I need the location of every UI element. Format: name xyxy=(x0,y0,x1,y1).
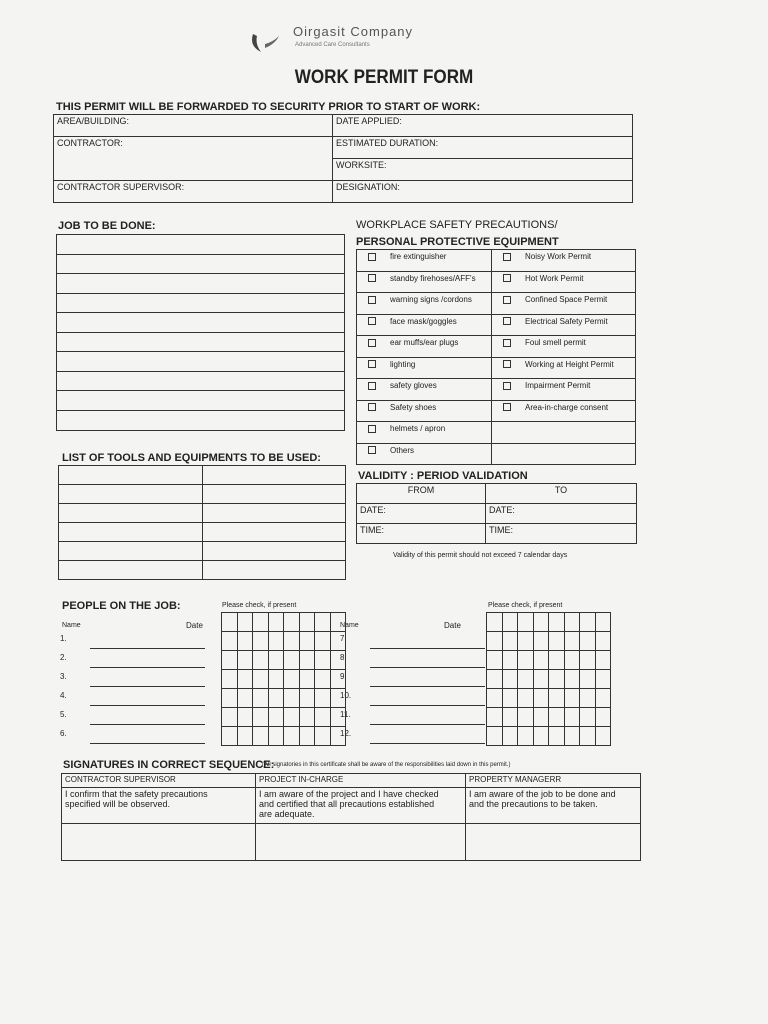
tools-cell[interactable] xyxy=(202,504,346,523)
attendance-cell[interactable] xyxy=(222,651,238,670)
attendance-cell[interactable] xyxy=(487,689,503,708)
person-number: 11. xyxy=(340,710,351,719)
ppe-label: Electrical Safety Permit xyxy=(525,316,608,326)
attendance-cell[interactable] xyxy=(549,651,565,670)
ppe-label: lighting xyxy=(390,359,416,369)
sig-title-project-in-charge: PROJECT IN-CHARGE xyxy=(256,774,466,788)
signatures-note: (All signatories in this certificate shall be aware of the responsibilities laid down in this permit.) xyxy=(262,762,511,768)
job-line[interactable] xyxy=(57,313,344,333)
attendance-cell[interactable] xyxy=(580,708,596,727)
ppe-label: ear muffs/ear plugs xyxy=(390,338,459,347)
sig-box-contractor-supervisor[interactable] xyxy=(62,824,256,861)
company-tagline: Advanced Care Consultants xyxy=(295,42,370,48)
person-name-line[interactable] xyxy=(90,667,205,668)
ppe-label: Others xyxy=(390,445,415,455)
attendance-cell[interactable] xyxy=(564,613,580,632)
attendance-cell[interactable] xyxy=(268,708,284,727)
page-title: WORK PERMIT FORM xyxy=(294,67,474,88)
ppe-checkbox[interactable] xyxy=(503,274,511,282)
attendance-cell[interactable] xyxy=(564,727,580,746)
ppe-cell xyxy=(492,271,636,293)
ppe-label: safety gloves xyxy=(390,381,437,390)
person-row xyxy=(340,653,500,672)
attendance-cell[interactable] xyxy=(253,613,269,632)
attendance-grid-left xyxy=(221,612,346,746)
attendance-cell[interactable] xyxy=(502,670,518,689)
job-line[interactable] xyxy=(57,235,344,255)
attendance-cell[interactable] xyxy=(487,670,503,689)
tools-table xyxy=(58,465,346,580)
attendance-cell[interactable] xyxy=(533,632,549,651)
tools-cell[interactable] xyxy=(202,523,346,542)
ppe-cell xyxy=(492,400,636,422)
attendance-cell[interactable] xyxy=(268,651,284,670)
tools-cell[interactable] xyxy=(59,523,203,542)
attendance-cell[interactable] xyxy=(284,632,300,651)
ppe-cell xyxy=(492,422,636,444)
tools-cell[interactable] xyxy=(59,504,203,523)
tools-cell[interactable] xyxy=(202,466,346,485)
validity-note: Validity of this permit should not exceed 7 calendar days xyxy=(393,552,568,559)
sig-text-project-in-charge xyxy=(256,788,466,824)
attendance-cell[interactable] xyxy=(237,689,253,708)
person-name-line[interactable] xyxy=(90,686,205,687)
ppe-label: Safety shoes xyxy=(390,402,437,412)
ppe-label: Impairment Permit xyxy=(525,381,591,390)
area-building-field[interactable]: AREA/BUILDING: xyxy=(54,115,333,137)
ppe-cell xyxy=(357,314,492,336)
people-list-right xyxy=(340,634,500,748)
ppe-label: Working at Height Permit xyxy=(525,359,614,369)
validity-from-label: FROM xyxy=(357,484,486,504)
ppe-cell xyxy=(492,293,636,315)
tools-cell[interactable] xyxy=(202,485,346,504)
attendance-cell[interactable] xyxy=(253,651,269,670)
person-row xyxy=(60,672,220,691)
person-number: 7. xyxy=(340,634,347,643)
ppe-cell xyxy=(357,293,492,315)
ppe-checkbox[interactable] xyxy=(503,382,511,390)
person-number: 5. xyxy=(60,710,67,719)
attendance-grid-right xyxy=(486,612,611,746)
ppe-checkbox[interactable] xyxy=(503,317,511,325)
ppe-label: Noisy Work Permit xyxy=(525,252,592,261)
attendance-cell[interactable] xyxy=(330,727,346,746)
ppe-cell xyxy=(492,443,636,465)
ppe-cell xyxy=(357,422,492,444)
person-row xyxy=(340,691,500,710)
job-line[interactable] xyxy=(57,333,344,353)
ppe-checkbox[interactable] xyxy=(503,403,511,411)
safety-heading-1: WORKPLACE SAFETY PRECAUTIONS/ xyxy=(356,219,558,231)
people-date-label: Date xyxy=(186,621,203,630)
attendance-cell[interactable] xyxy=(549,632,565,651)
ppe-checkbox[interactable] xyxy=(368,339,376,347)
attendance-cell[interactable] xyxy=(487,651,503,670)
person-name-line[interactable] xyxy=(90,648,205,649)
sig-text-property-manager xyxy=(466,788,641,824)
job-line[interactable] xyxy=(57,391,344,411)
tools-cell[interactable] xyxy=(59,466,203,485)
attendance-cell[interactable] xyxy=(299,689,315,708)
attendance-cell[interactable] xyxy=(299,651,315,670)
attendance-cell[interactable] xyxy=(330,651,346,670)
person-row xyxy=(60,729,220,748)
attendance-cell[interactable] xyxy=(502,727,518,746)
attendance-cell[interactable] xyxy=(330,708,346,727)
sig-text-line: I confirm that the safety precautions xyxy=(65,789,208,799)
attendance-cell[interactable] xyxy=(315,689,331,708)
ppe-label: fire extinguisher xyxy=(390,252,447,261)
attendance-cell[interactable] xyxy=(533,670,549,689)
attendance-cell[interactable] xyxy=(549,613,565,632)
person-number: 9. xyxy=(340,672,347,681)
attendance-cell[interactable] xyxy=(330,670,346,689)
ppe-cell xyxy=(492,314,636,336)
ppe-cell xyxy=(492,250,636,272)
sig-text-line: specified will be observed. xyxy=(65,799,171,809)
ppe-checkbox[interactable] xyxy=(368,317,376,325)
attendance-cell[interactable] xyxy=(315,651,331,670)
ppe-cell xyxy=(357,271,492,293)
attendance-cell[interactable] xyxy=(237,708,253,727)
people-heading: PEOPLE ON THE JOB: xyxy=(62,600,181,612)
job-line[interactable] xyxy=(57,255,344,275)
attendance-cell[interactable] xyxy=(284,689,300,708)
person-row xyxy=(60,710,220,729)
tools-cell[interactable] xyxy=(59,542,203,561)
safety-heading-2: PERSONAL PROTECTIVE EQUIPMENT xyxy=(356,236,559,248)
attendance-cell[interactable] xyxy=(564,670,580,689)
designation-field[interactable]: DESIGNATION: xyxy=(333,181,633,203)
person-number: 2. xyxy=(60,653,67,662)
validity-to-date[interactable]: DATE: xyxy=(486,504,637,524)
attendance-cell[interactable] xyxy=(595,670,611,689)
job-heading: JOB TO BE DONE: xyxy=(58,220,156,232)
attendance-cell[interactable] xyxy=(580,689,596,708)
ppe-cell xyxy=(357,336,492,358)
attendance-cell[interactable] xyxy=(502,651,518,670)
attendance-cell[interactable] xyxy=(268,632,284,651)
ppe-checkbox[interactable] xyxy=(368,296,376,304)
person-number: 8. xyxy=(340,653,347,662)
person-name-line[interactable] xyxy=(370,724,485,725)
attendance-cell[interactable] xyxy=(237,651,253,670)
ppe-checkbox[interactable] xyxy=(368,253,376,261)
attendance-cell[interactable] xyxy=(222,727,238,746)
person-number: 6. xyxy=(60,729,67,738)
validity-heading: VALIDITY : PERIOD VALIDATION xyxy=(358,470,528,482)
ppe-checkbox[interactable] xyxy=(368,446,376,454)
attendance-cell[interactable] xyxy=(595,651,611,670)
attendance-cell[interactable] xyxy=(222,670,238,689)
attendance-cell[interactable] xyxy=(502,632,518,651)
attendance-cell[interactable] xyxy=(299,632,315,651)
ppe-label: helmets / apron xyxy=(390,424,446,433)
person-number: 4. xyxy=(60,691,67,700)
sig-text-line: are adequate. xyxy=(259,809,315,819)
validity-from-time[interactable]: TIME: xyxy=(357,524,486,544)
attendance-cell[interactable] xyxy=(533,613,549,632)
attendance-cell[interactable] xyxy=(487,613,503,632)
attendance-cell[interactable] xyxy=(253,727,269,746)
ppe-label: face mask/goggles xyxy=(390,316,457,326)
attendance-cell[interactable] xyxy=(299,727,315,746)
person-name-line[interactable] xyxy=(370,667,485,668)
attendance-cell[interactable] xyxy=(564,651,580,670)
sig-box-project-in-charge[interactable] xyxy=(256,824,466,861)
people-date-label-right: Date xyxy=(444,621,461,630)
attendance-cell[interactable] xyxy=(564,632,580,651)
person-row xyxy=(60,653,220,672)
signatures-heading: SIGNATURES IN CORRECT SEQUENCE: xyxy=(63,759,275,771)
attendance-cell[interactable] xyxy=(518,651,534,670)
validity-table xyxy=(356,483,637,544)
ppe-cell xyxy=(492,336,636,358)
logo-swoosh-icon xyxy=(245,30,285,56)
attendance-cell[interactable] xyxy=(222,632,238,651)
people-check-label-left: Please check, if present xyxy=(222,602,297,609)
tools-cell[interactable] xyxy=(202,561,346,580)
attendance-cell[interactable] xyxy=(315,708,331,727)
attendance-cell[interactable] xyxy=(580,632,596,651)
attendance-cell[interactable] xyxy=(595,708,611,727)
attendance-cell[interactable] xyxy=(315,727,331,746)
people-list-left xyxy=(60,634,220,748)
attendance-cell[interactable] xyxy=(549,670,565,689)
attendance-cell[interactable] xyxy=(237,632,253,651)
person-row xyxy=(340,729,500,748)
attendance-cell[interactable] xyxy=(564,708,580,727)
person-number: 12. xyxy=(340,729,352,738)
person-number: 3. xyxy=(60,672,67,681)
attendance-cell[interactable] xyxy=(268,613,284,632)
ppe-checkbox[interactable] xyxy=(368,425,376,433)
attendance-cell[interactable] xyxy=(268,689,284,708)
attendance-cell[interactable] xyxy=(253,689,269,708)
ppe-label: Confined Space Permit xyxy=(525,295,608,304)
attendance-cell[interactable] xyxy=(253,632,269,651)
people-name-label: Name xyxy=(62,622,81,629)
attendance-cell[interactable] xyxy=(253,708,269,727)
date-applied-field[interactable]: DATE APPLIED: xyxy=(333,115,633,137)
ppe-label: warning signs /cordons xyxy=(390,295,472,304)
worksite-field[interactable]: WORKSITE: xyxy=(333,159,633,181)
people-check-label-right: Please check, if present xyxy=(488,602,563,609)
person-name-line[interactable] xyxy=(90,705,205,706)
person-row xyxy=(340,634,500,653)
ppe-checkbox[interactable] xyxy=(503,360,511,368)
sig-text-line: I am aware of the project and I have checked xyxy=(259,789,439,799)
attendance-cell[interactable] xyxy=(580,651,596,670)
ppe-label: Area-in-charge consent xyxy=(525,402,609,412)
person-number: 10. xyxy=(340,691,352,700)
tools-cell[interactable] xyxy=(59,485,203,504)
validity-to-label: TO xyxy=(486,484,637,504)
sig-text-contractor-supervisor xyxy=(62,788,256,824)
attendance-cell[interactable] xyxy=(549,727,565,746)
ppe-checkbox[interactable] xyxy=(368,360,376,368)
attendance-cell[interactable] xyxy=(580,727,596,746)
attendance-cell[interactable] xyxy=(564,689,580,708)
attendance-cell[interactable] xyxy=(299,708,315,727)
attendance-cell[interactable] xyxy=(222,708,238,727)
sig-title-property-manager: PROPERTY MANAGERR xyxy=(466,774,641,788)
signatures-table xyxy=(61,773,641,861)
person-row xyxy=(60,691,220,710)
attendance-cell[interactable] xyxy=(502,613,518,632)
attendance-cell[interactable] xyxy=(518,670,534,689)
validity-to-time[interactable]: TIME: xyxy=(486,524,637,544)
attendance-cell[interactable] xyxy=(502,689,518,708)
validity-from-date[interactable]: DATE: xyxy=(357,504,486,524)
attendance-cell[interactable] xyxy=(595,727,611,746)
attendance-cell[interactable] xyxy=(268,670,284,689)
ppe-label: Foul smell permit xyxy=(525,338,586,347)
person-row xyxy=(340,672,500,691)
contractor-supervisor-field[interactable]: CONTRACTOR SUPERVISOR: xyxy=(54,181,333,203)
attendance-cell[interactable] xyxy=(518,708,534,727)
ppe-checkbox[interactable] xyxy=(368,403,376,411)
person-name-line[interactable] xyxy=(90,743,205,744)
attendance-cell[interactable] xyxy=(487,632,503,651)
person-number: 1. xyxy=(60,634,67,643)
tools-cell[interactable] xyxy=(202,542,346,561)
person-row xyxy=(340,710,500,729)
ppe-table xyxy=(356,249,636,465)
attendance-cell[interactable] xyxy=(253,670,269,689)
attendance-cell[interactable] xyxy=(518,632,534,651)
attendance-cell[interactable] xyxy=(533,689,549,708)
attendance-cell[interactable] xyxy=(487,708,503,727)
attendance-cell[interactable] xyxy=(549,689,565,708)
person-row xyxy=(60,634,220,653)
ppe-cell xyxy=(357,443,492,465)
ppe-checkbox[interactable] xyxy=(368,382,376,390)
attendance-cell[interactable] xyxy=(330,689,346,708)
person-name-line[interactable] xyxy=(370,705,485,706)
person-name-line[interactable] xyxy=(90,724,205,725)
attendance-cell[interactable] xyxy=(315,632,331,651)
attendance-cell[interactable] xyxy=(299,613,315,632)
job-line[interactable] xyxy=(57,274,344,294)
attendance-cell[interactable] xyxy=(315,613,331,632)
security-notice: THIS PERMIT WILL BE FORWARDED TO SECURITY PRIOR TO START OF WORK: xyxy=(56,101,481,113)
attendance-cell[interactable] xyxy=(284,651,300,670)
ppe-cell xyxy=(357,357,492,379)
company-logo xyxy=(245,24,445,56)
attendance-cell[interactable] xyxy=(518,727,534,746)
attendance-cell[interactable] xyxy=(330,632,346,651)
attendance-cell[interactable] xyxy=(533,708,549,727)
header-fields-table xyxy=(53,114,633,203)
attendance-cell[interactable] xyxy=(222,689,238,708)
person-name-line[interactable] xyxy=(370,686,485,687)
sig-title-contractor-supervisor: CONTRACTOR SUPERVISOR xyxy=(62,774,256,788)
person-name-line[interactable] xyxy=(370,648,485,649)
person-name-line[interactable] xyxy=(370,743,485,744)
attendance-cell[interactable] xyxy=(580,613,596,632)
job-lines[interactable] xyxy=(56,234,345,431)
ppe-label: standby firehoses/AFF's xyxy=(390,273,476,283)
tools-cell[interactable] xyxy=(59,561,203,580)
attendance-cell[interactable] xyxy=(222,613,238,632)
attendance-cell[interactable] xyxy=(237,727,253,746)
attendance-cell[interactable] xyxy=(330,613,346,632)
attendance-cell[interactable] xyxy=(533,651,549,670)
sig-box-property-manager[interactable] xyxy=(466,824,641,861)
attendance-cell[interactable] xyxy=(237,670,253,689)
ppe-cell xyxy=(492,357,636,379)
people-name-label-right: Name xyxy=(340,622,359,629)
ppe-cell xyxy=(357,379,492,401)
attendance-cell[interactable] xyxy=(595,613,611,632)
ppe-label: Hot Work Permit xyxy=(525,273,584,283)
attendance-cell[interactable] xyxy=(315,670,331,689)
ppe-checkbox[interactable] xyxy=(503,339,511,347)
attendance-cell[interactable] xyxy=(595,689,611,708)
tools-heading: LIST OF TOOLS AND EQUIPMENTS TO BE USED: xyxy=(62,452,321,464)
ppe-checkbox[interactable] xyxy=(368,274,376,282)
attendance-cell[interactable] xyxy=(299,670,315,689)
attendance-cell[interactable] xyxy=(533,727,549,746)
ppe-checkbox[interactable] xyxy=(503,253,511,261)
job-line[interactable] xyxy=(57,352,344,372)
attendance-cell[interactable] xyxy=(487,727,503,746)
attendance-cell[interactable] xyxy=(284,613,300,632)
attendance-cell[interactable] xyxy=(237,613,253,632)
attendance-cell[interactable] xyxy=(518,613,534,632)
attendance-cell[interactable] xyxy=(549,708,565,727)
sig-text-line: I am aware of the job to be done and xyxy=(469,789,616,799)
attendance-cell[interactable] xyxy=(595,632,611,651)
contractor-field[interactable]: CONTRACTOR: xyxy=(54,137,333,181)
sig-text-line: and certified that all precautions established xyxy=(259,799,435,809)
sig-text-line: and the precautions to be taken. xyxy=(469,799,598,809)
job-line[interactable] xyxy=(57,294,344,314)
attendance-cell[interactable] xyxy=(518,689,534,708)
attendance-cell[interactable] xyxy=(268,727,284,746)
ppe-cell xyxy=(357,400,492,422)
attendance-cell[interactable] xyxy=(284,708,300,727)
company-name: Oirgasit Company xyxy=(293,24,414,39)
attendance-cell[interactable] xyxy=(502,708,518,727)
attendance-cell[interactable] xyxy=(284,727,300,746)
ppe-cell xyxy=(357,250,492,272)
job-line[interactable] xyxy=(57,411,344,431)
ppe-cell xyxy=(492,379,636,401)
estimated-duration-field[interactable]: ESTIMATED DURATION: xyxy=(333,137,633,159)
attendance-cell[interactable] xyxy=(284,670,300,689)
job-line[interactable] xyxy=(57,372,344,392)
ppe-checkbox[interactable] xyxy=(503,296,511,304)
attendance-cell[interactable] xyxy=(580,670,596,689)
